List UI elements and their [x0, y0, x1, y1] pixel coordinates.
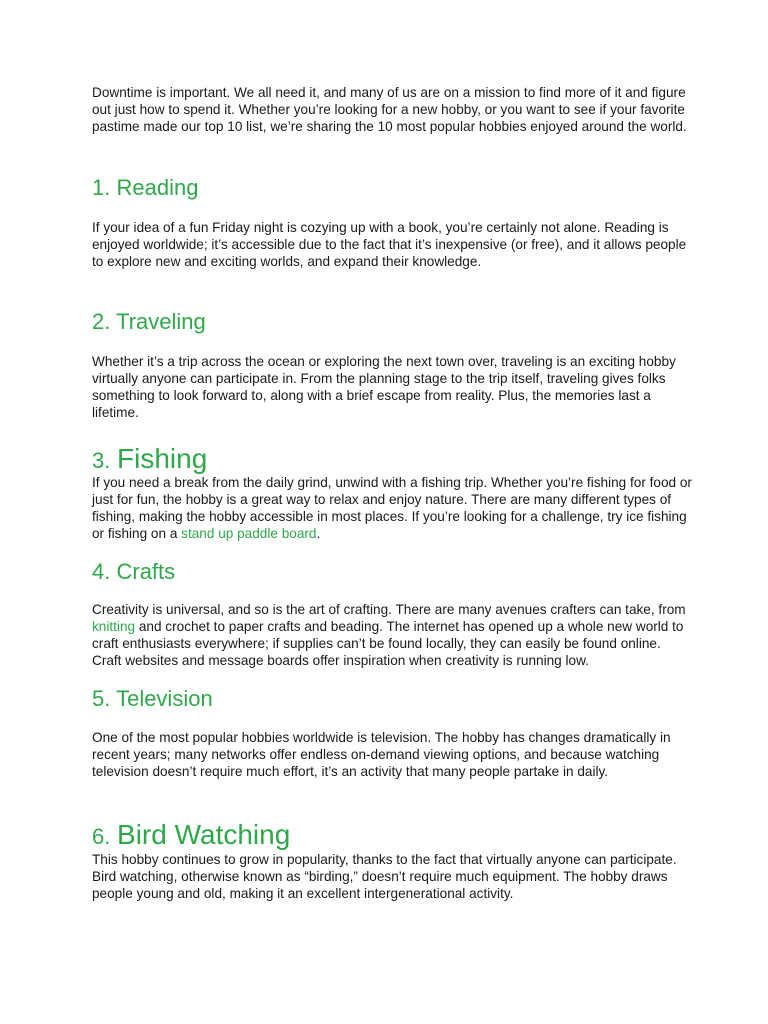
stand-up-paddle-board-link[interactable]: stand up paddle board [181, 525, 317, 541]
heading-traveling [92, 309, 692, 335]
heading-title: Television [116, 686, 213, 711]
bird-watching-paragraph: This hobby continues to grow in popularity, thanks to the fact that virtually anyone can participate. Bird watching, otherwise known as “birding,” doesn’t require much equipment. The hobby draws people young and old, making it an excellent intergenerational activity. [92, 852, 677, 901]
heading-number: 2. [92, 309, 111, 334]
heading-title: Crafts [116, 559, 176, 584]
heading-title: Bird Watching [117, 819, 291, 850]
heading-crafts [92, 559, 692, 585]
knitting-link[interactable]: knitting [92, 618, 136, 634]
heading-number: 4. [92, 559, 111, 584]
fishing-paragraph [92, 475, 692, 543]
reading-paragraph: If your idea of a fun Friday night is cozying up with a book, you’re certainly not alone. Reading is enjoyed worldwide; it’s accessible due to the fact that it’s inexpensive (or free), and it allows people to explore new and exciting worlds, and expand their knowledge. [92, 220, 687, 269]
fishing-body-end: . [316, 525, 321, 541]
heading-television [92, 686, 692, 712]
crafts-paragraph [92, 602, 692, 670]
traveling-paragraph: Whether it’s a trip across the ocean or exploring the next town over, traveling is an exciting hobby virtually anyone can participate in. From the planning stage to the trip itself, traveling gives folks something to look forward to, along with a brief escape from reality. Plus, the memories last a lifetime. [92, 354, 676, 420]
heading-bird-watching [92, 819, 692, 853]
heading-reading [92, 175, 692, 201]
crafts-body-end: and crochet to paper crafts and beading. The internet has opened up a whole new world to craft enthusiasts everywhere; if supplies can’t be found locally, they can easily be found online. Craft websites and message boards offer inspiration when creativity is running low. [92, 618, 684, 668]
intro-paragraph: Downtime is important. We all need it, and many of us are on a mission to find more of it and figure out just how to spend it. Whether you’re looking for a new hobby, or you want to see if your favorite pastime made our top 10 list, we’re sharing the 10 most popular hobbies enjoyed around the world. [92, 85, 687, 134]
crafts-body-text: Creativity is universal, and so is the art of crafting. There are many avenues crafters can take, from [92, 602, 686, 617]
heading-fishing [92, 443, 692, 477]
heading-title: Fishing [117, 443, 208, 474]
fishing-body-text: If you need a break from the daily grind, unwind with a fishing trip. Whether you’re fishing for food or just for fun, the hobby is a great way to relax and enjoy nature. There are many different types of fishing, making the hobby accessible in most places. If you’re looking for a challenge, try ice fishing or fishing on a [92, 475, 692, 541]
television-paragraph: One of the most popular hobbies worldwide is television. The hobby has changes dramatically in recent years; many networks offer endless on-demand viewing options, and because watching television doesn’t require much effort, it’s an activity that many people partake in daily. [92, 730, 671, 779]
heading-number: 1. [92, 175, 111, 200]
heading-number: 3. [92, 448, 111, 473]
heading-number: 5. [92, 686, 111, 711]
heading-title: Traveling [116, 309, 206, 334]
heading-title: Reading [116, 175, 199, 200]
heading-number: 6. [92, 824, 111, 849]
